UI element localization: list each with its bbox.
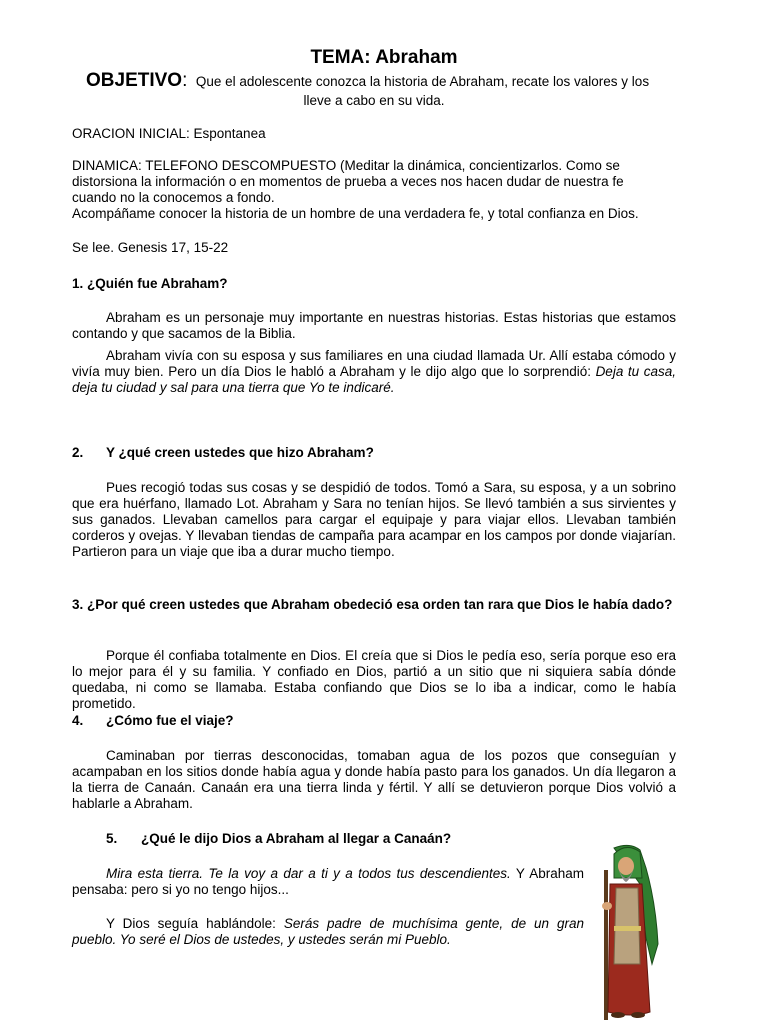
- question-1-paragraph-1: Abraham es un personaje muy importante en nuestras historias. Estas historias que estamos contando y que sacamos de la Biblia.: [72, 310, 676, 341]
- dinamica-line1: DINAMICA: TELEFONO DESCOMPUESTO (Meditar la dinámica, concientizarlos. Como se: [72, 158, 620, 173]
- question-1-paragraph-2-text: Abraham vivía con su esposa y sus familiares en una ciudad llamada Ur. Allí estaba cómodo y vivía muy bien. Pero un día Dios le habló a Abraham y le dijo algo que lo sorprendió:: [72, 348, 676, 379]
- reading-reference: Se lee. Genesis 17, 15-22: [72, 240, 229, 255]
- dinamica-line2: distorsiona la información o en momentos de prueba a veces nos hacen dudar de nuestra fe: [72, 174, 624, 189]
- question-5-quote-1: Mira esta tierra. Te la voy a dar a ti y a todos tus descendientes.: [106, 866, 511, 881]
- question-1-heading: 1. ¿Quién fue Abraham?: [72, 276, 228, 291]
- title-label: TEMA:: [310, 47, 371, 68]
- question-5-heading: ¿Qué le dijo Dios a Abraham al llegar a Canaán?: [141, 831, 452, 846]
- question-5-paragraph-1-text: Y Abraham pensaba: pero si yo no tengo hijos...: [72, 866, 584, 897]
- question-1-paragraph-2: [72, 348, 676, 396]
- dinamica-line3: cuando no la conocemos a fondo.: [72, 190, 275, 205]
- objetivo-label: OBJETIVO: [86, 70, 183, 91]
- objetivo-line1: [86, 70, 686, 92]
- staff-icon: [604, 870, 608, 1020]
- question-2-heading: Y ¿qué creen ustedes que hizo Abraham?: [106, 445, 374, 460]
- question-3-heading: 3. ¿Por qué creen ustedes que Abraham obedeció esa orden tan rara que Dios le había dado?: [72, 597, 673, 612]
- question-5-paragraph-2-text: Y Dios seguía hablándole:: [106, 916, 276, 931]
- question-3-paragraph: Porque él confiaba totalmente en Dios. El creía que si Dios le pedía eso, sería porque eso era lo mejor para él y su familia. Y confiado en Dios, partió a un sitio que ni siquiera sabía dónde quedaba, ni como se llamaba. Estaba confiando que Dios se lo iba a indicar, como le había prometido.: [72, 648, 676, 711]
- question-5-quote-2: Serás padre de muchísima gente, de un gran pueblo. Yo seré el Dios de ustedes, y ustedes serán mi Pueblo.: [72, 916, 584, 947]
- dinamica-line4: Acompáñame conocer la historia de un hombre de una verdadera fe, y total confianza en Dios.: [72, 206, 639, 221]
- abraham-figure-illustration: [596, 844, 662, 1020]
- objetivo-colon: :: [182, 70, 188, 91]
- question-2-paragraph: Pues recogió todas sus cosas y se despidió de todos. Tomó a Sara, su esposa, y a un sobrino que era huérfano, llamado Lot. Abraham y Sara no tenían hijos. Se llevó también a sus sirvientes y sus ganados. Llevaban camellos para cargar el equipaje y para viajar ellos. Llevaban también corderos y ovejas. Y llevaban tiendas de campaña para acampar en los campos por donde viajarían. Partieron para un viaje que iba a durar mucho tiempo.: [72, 480, 676, 559]
- question-5-paragraph-2: [72, 916, 584, 948]
- question-4-paragraph: Caminaban por tierras desconocidas, tomaban agua de los pozos que conseguían y acampaban en los sitios donde había agua y donde había pasto para los ganados. Un día llegaron a la tierra de Canaán. Canaán era una tierra linda y fértil. Y allí se detuvieron porque Dios volvió a hablarle a Abraham.: [72, 748, 676, 811]
- objetivo-line2: lleve a cabo en su vida.: [303, 93, 445, 108]
- title-value: Abraham: [375, 47, 458, 68]
- oracion-inicial: ORACION INICIAL: Espontanea: [72, 126, 266, 141]
- page-title: [0, 47, 768, 69]
- dinamica-block: [72, 158, 692, 222]
- objetivo-text1: Que el adolescente conozca la historia de Abraham, recate los valores y los: [195, 74, 650, 89]
- question-2-number: 2.: [72, 445, 84, 460]
- question-1-quote: Deja tu casa, deja tu ciudad y sal para una tierra que Yo te indicaré.: [72, 364, 676, 395]
- question-4-number: 4.: [72, 713, 84, 728]
- question-5-number: 5.: [106, 831, 118, 846]
- question-4-heading: ¿Cómo fue el viaje?: [106, 713, 234, 728]
- question-5-paragraph-1: [72, 866, 584, 898]
